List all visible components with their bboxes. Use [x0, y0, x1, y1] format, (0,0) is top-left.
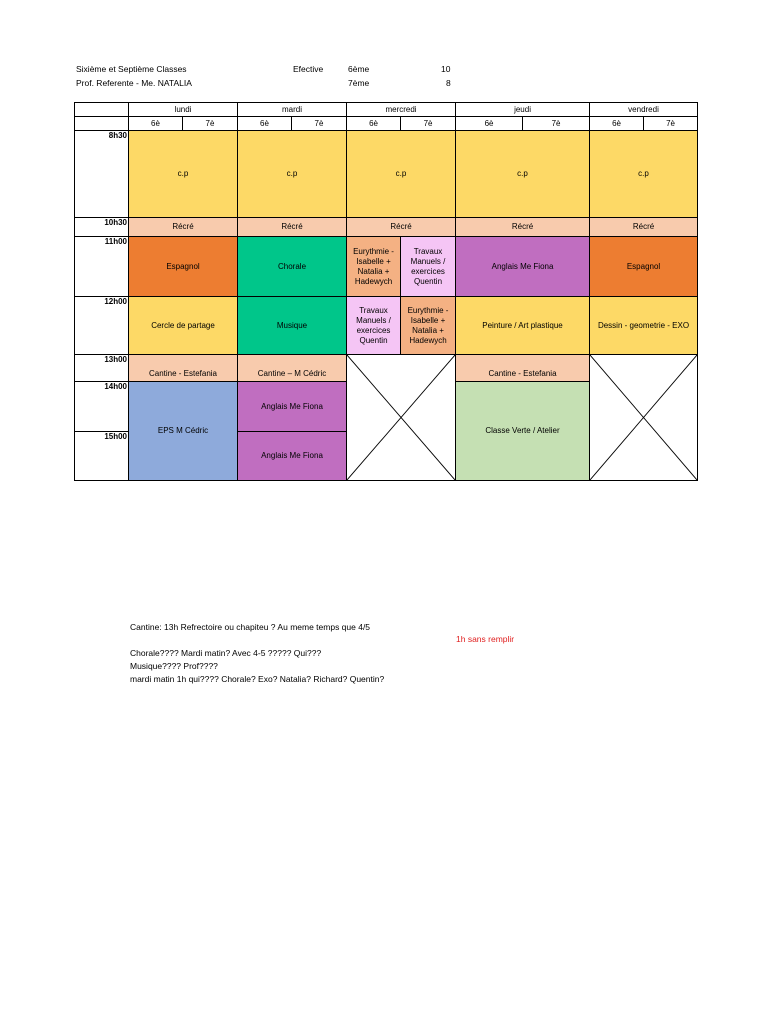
grade6-label: 6ème — [348, 64, 370, 74]
grade6-count: 10 — [441, 64, 451, 74]
cell-vendredi-espagnol: Espagnol — [590, 237, 698, 297]
note-line: mardi matin 1h qui???? Chorale? Exo? Natalia? Richard? Quentin? — [130, 674, 385, 684]
grade6-header: 6è — [456, 117, 523, 131]
cell-jeudi-cantine: Cantine - Estefania — [456, 355, 590, 382]
cell-mercredi-cp: c.p — [347, 131, 456, 218]
row-1030 — [75, 218, 698, 237]
row-1200 — [75, 297, 698, 355]
cell-lundi-recre: Récré — [129, 218, 238, 237]
cell-vendredi-dessin: Dessin - geometrie - EXO — [590, 297, 698, 355]
cell-mardi-chorale: Chorale — [238, 237, 347, 297]
cross-mark-icon — [347, 355, 455, 480]
cell-vendredi-recre: Récré — [590, 218, 698, 237]
day-header-jeudi: jeudi — [456, 103, 590, 117]
grade7-header: 7è — [183, 117, 238, 131]
time-label: 12h00 — [75, 297, 129, 355]
grade7-header: 7è — [523, 117, 590, 131]
cell-jeudi-recre: Récré — [456, 218, 590, 237]
notes-block — [130, 621, 384, 686]
corner-cell — [75, 103, 129, 117]
time-label: 11h00 — [75, 237, 129, 297]
row-0830 — [75, 131, 698, 218]
grade7-header: 7è — [644, 117, 698, 131]
day-header-vendredi: vendredi — [590, 103, 698, 117]
time-label: 14h00 — [75, 382, 129, 432]
cell-mardi-cp: c.p — [238, 131, 347, 218]
grade7-label: 7ème — [348, 78, 370, 88]
cell-vendredi-empty — [590, 355, 698, 481]
cell-mardi-cantine: Cantine – M Cédric — [238, 355, 347, 382]
cell-mardi-recre: Récré — [238, 218, 347, 237]
cell-jeudi-classe-verte: Classe Verte / Atelier — [456, 382, 590, 481]
day-header-lundi: lundi — [129, 103, 238, 117]
prof-referente: Prof. Referente - Me. NATALIA — [76, 78, 192, 88]
day-header-mercredi: mercredi — [347, 103, 456, 117]
note-line: Chorale???? Mardi matin? Avec 4-5 ????? Qui??? — [130, 648, 322, 658]
grade6-header: 6è — [590, 117, 644, 131]
grade7-header: 7è — [292, 117, 347, 131]
time-label: 8h30 — [75, 131, 129, 218]
cell-mardi-anglais-2: Anglais Me Fiona — [238, 432, 347, 481]
cell-vendredi-cp: c.p — [590, 131, 698, 218]
corner-cell-2 — [75, 117, 129, 131]
cell-lundi-cantine: Cantine - Estefania — [129, 355, 238, 382]
cell-jeudi-cp: c.p — [456, 131, 590, 218]
grade7-count: 8 — [446, 78, 451, 88]
time-label: 13h00 — [75, 355, 129, 382]
note-red: 1h sans remplir — [456, 634, 515, 644]
time-label: 10h30 — [75, 218, 129, 237]
cell-jeudi-anglais: Anglais Me Fiona — [456, 237, 590, 297]
cell-jeudi-peinture: Peinture / Art plastique — [456, 297, 590, 355]
cross-mark-icon — [590, 355, 697, 480]
schedule-table — [74, 102, 698, 481]
row-1300 — [75, 355, 698, 382]
cell-mardi-musique: Musique — [238, 297, 347, 355]
day-header-mardi: mardi — [238, 103, 347, 117]
grade-header-row — [75, 117, 698, 131]
cell-mercredi-7-eurythmie: Eurythmie - Isabelle + Natalia + Hadewych — [401, 297, 456, 355]
cell-lundi-cp: c.p — [129, 131, 238, 218]
cell-lundi-cercle: Cercle de partage — [129, 297, 238, 355]
cell-mardi-anglais-1: Anglais Me Fiona — [238, 382, 347, 432]
grade7-header: 7è — [401, 117, 456, 131]
cell-mercredi-6-travaux: Travaux Manuels / exercices Quentin — [347, 297, 401, 355]
note-line: Cantine: 13h Refrectoire ou chapiteu ? Au meme temps que 4/5 — [130, 622, 371, 632]
sheet-title: Sixième et Septième Classes — [76, 64, 187, 74]
cell-mercredi-6-eurythmie: Eurythmie - Isabelle + Natalia + Hadewych — [347, 237, 401, 297]
row-1100 — [75, 237, 698, 297]
cell-lundi-eps: EPS M Cédric — [129, 382, 238, 481]
cell-mercredi-recre: Récré — [347, 218, 456, 237]
cell-mercredi-7-travaux: Travaux Manuels / exercices Quentin — [401, 237, 456, 297]
grade6-header: 6è — [347, 117, 401, 131]
cell-lundi-espagnol: Espagnol — [129, 237, 238, 297]
cell-mercredi-empty — [347, 355, 456, 481]
day-header-row — [75, 103, 698, 117]
time-label: 15h00 — [75, 432, 129, 481]
efective-label: Efective — [293, 64, 324, 74]
grade6-header: 6è — [129, 117, 183, 131]
note-line: Musique???? Prof???? — [130, 661, 218, 671]
grade6-header: 6è — [238, 117, 292, 131]
